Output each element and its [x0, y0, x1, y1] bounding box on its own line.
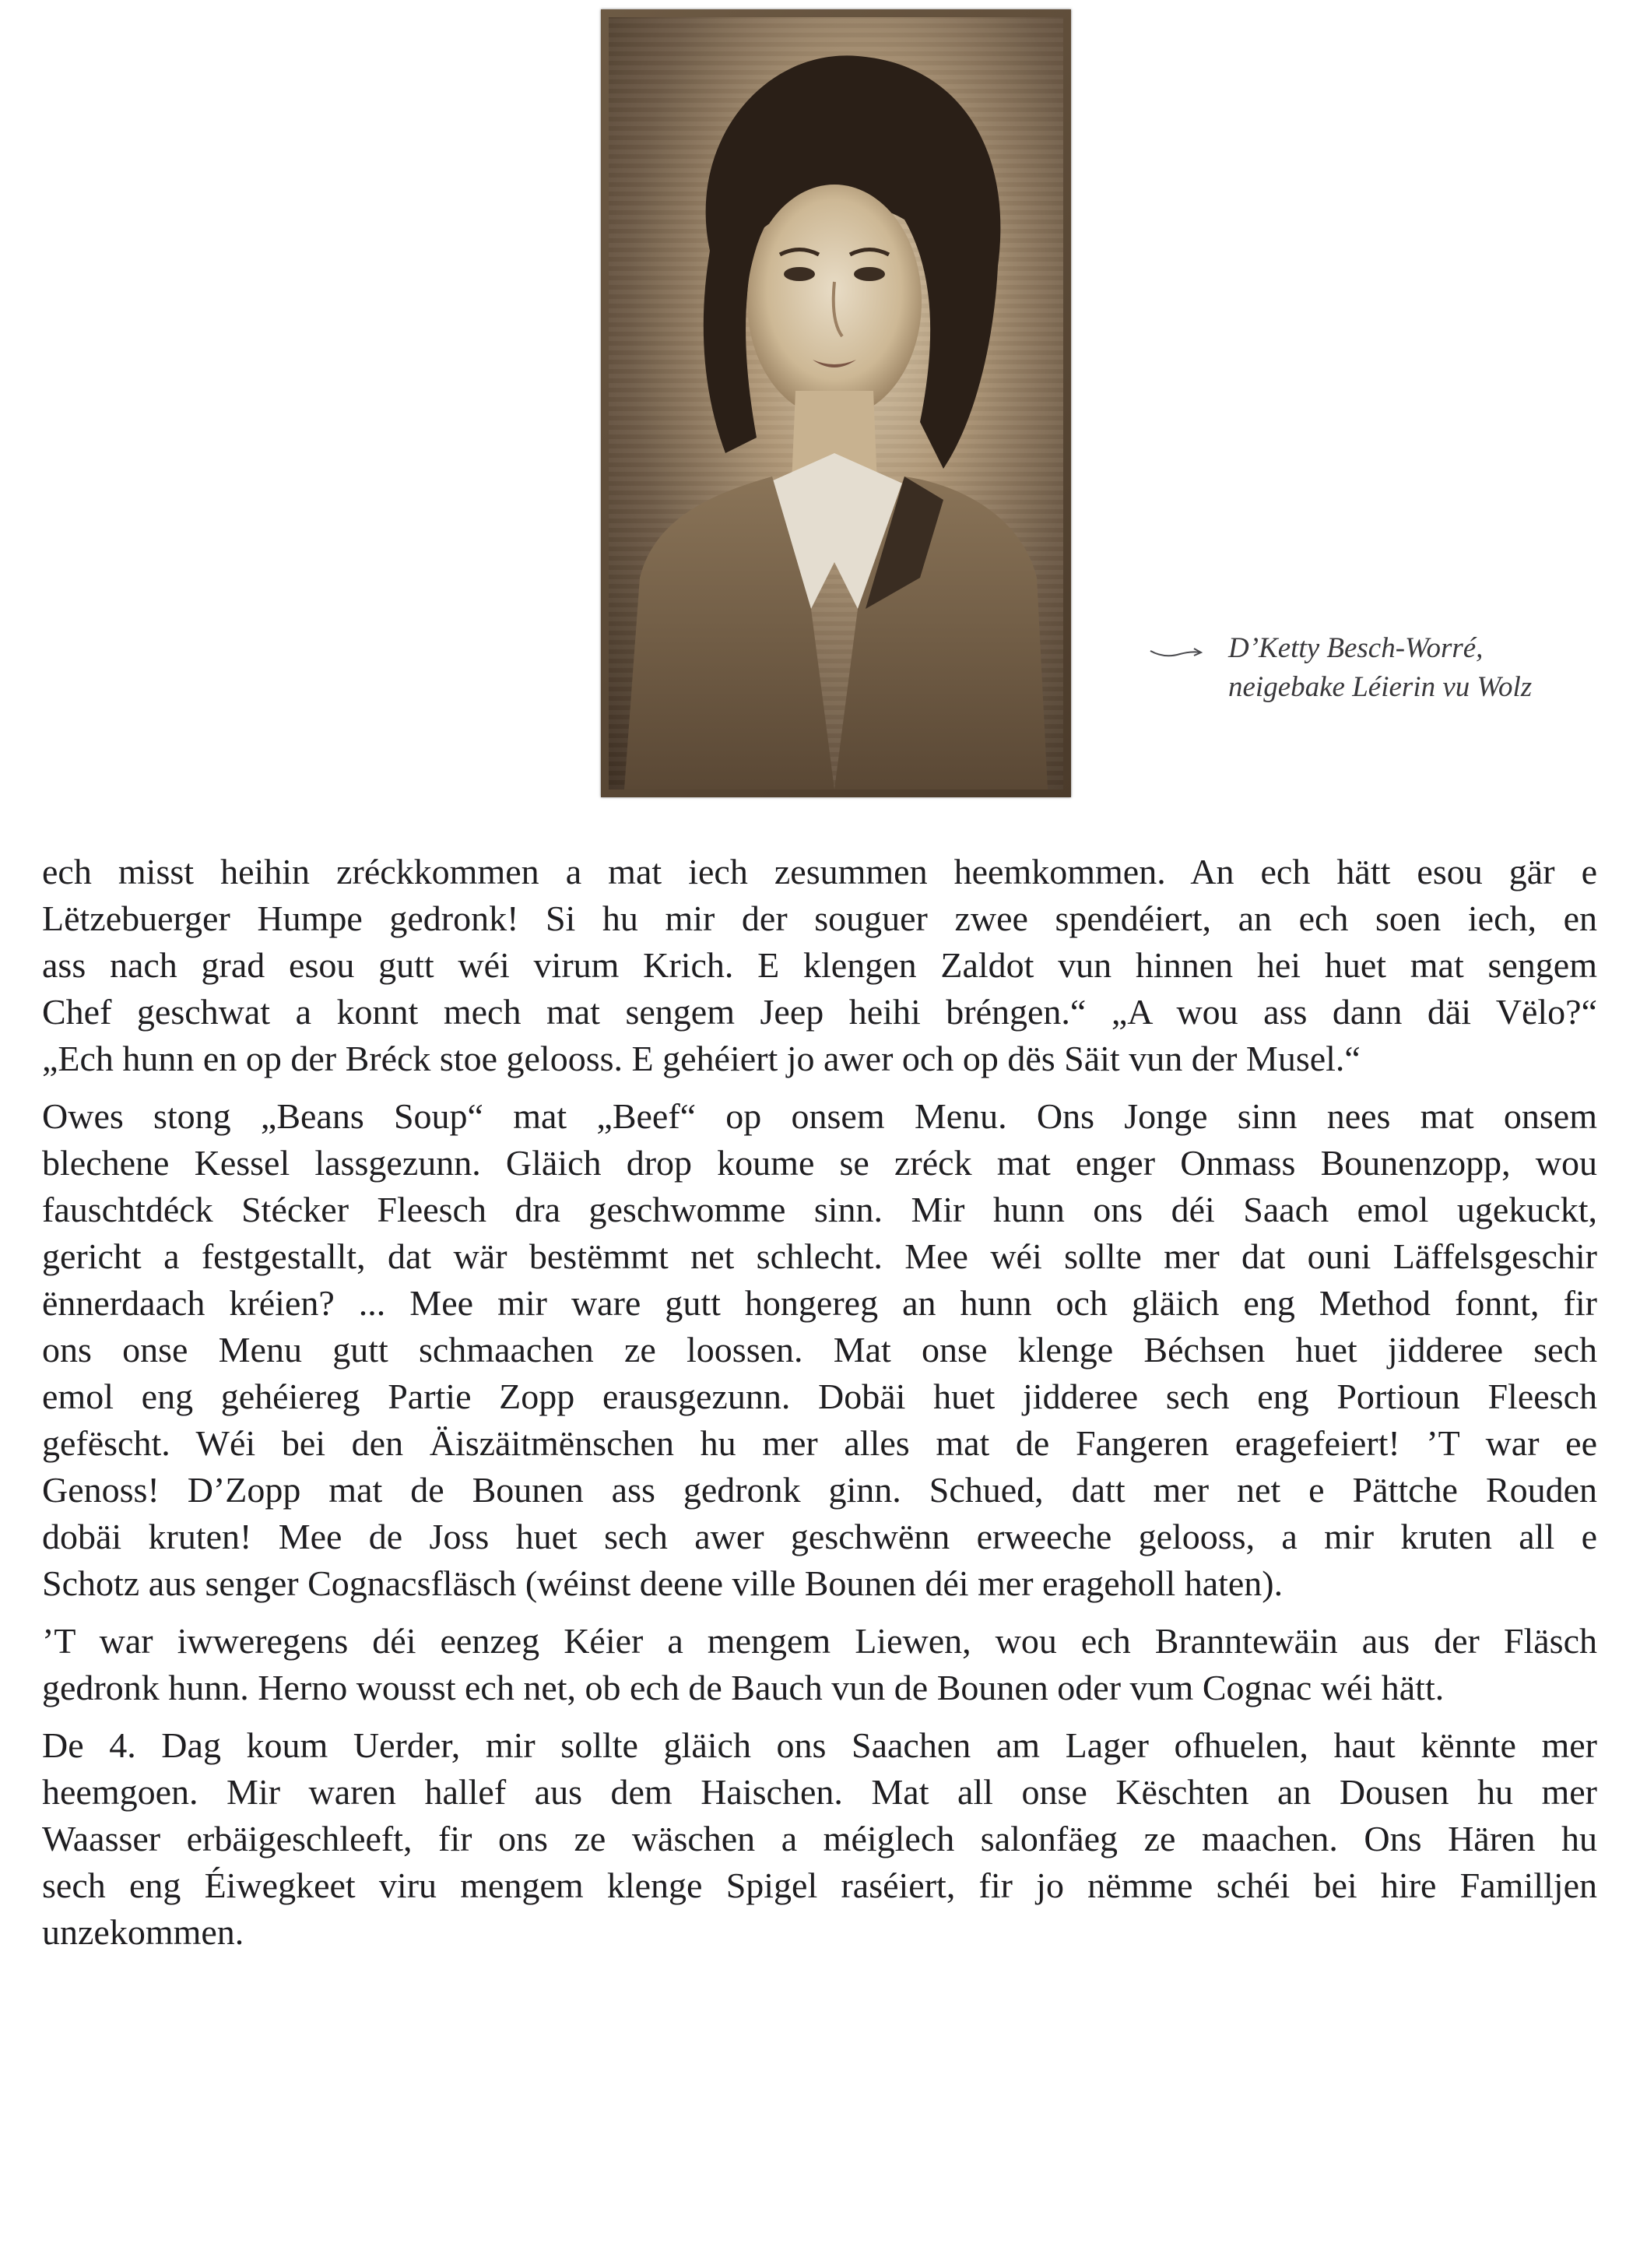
text-line: Lëtzebuerger Humpe gedronk! Si hu mir der souguer zwee spendéiert, an ech soen iech, en — [42, 898, 1597, 938]
text-line: Schotz aus senger Cognacsfläsch (wéinst deene ville Bounen déi mer erageholl haten). — [42, 1563, 1284, 1603]
portrait-photo — [609, 17, 1063, 789]
caption-line-1: D’Ketty Besch-Worré, — [1228, 632, 1484, 664]
text-line: emol eng gehéiereg Partie Zopp erausgezunn. Dobäi huet jidderee sech eng Portioun Fleesch — [42, 1377, 1597, 1416]
portrait-illustration — [609, 17, 1063, 789]
text-line: ass nach grad esou gutt wéi virum Krich. E klengen Zaldot vun hinnen hei huet mat sengem — [42, 945, 1597, 985]
text-line: Owes stong „Beans Soup“ mat „Beef“ op onsem Menu. Ons Jonge sinn nees mat onsem — [42, 1096, 1597, 1136]
paragraph — [42, 1618, 1597, 1711]
text-line: ech misst heihin zréckkommen a mat iech zesummen heemkommen. An ech hätt esou gär e — [42, 852, 1597, 891]
text-line: sech eng Éiwegkeet viru mengem klenge Spigel raséiert, fir jo nëmme schéi bei hire Familljen — [42, 1865, 1597, 1905]
paragraph — [42, 1722, 1597, 1956]
text-line: heemgoen. Mir waren hallef aus dem Haischen. Mat all onse Këschten an Dousen hu mer — [42, 1772, 1597, 1812]
text-line: fauschtdéck Stécker Fleesch dra geschwomme sinn. Mir hunn ons déi Saach emol ugekuckt, — [42, 1190, 1597, 1229]
text-line: Chef geschwat a konnt mech mat sengem Jeep heihi bréngen.“ „A wou ass dann däi Vëlo?“ — [42, 992, 1597, 1032]
text-line: ons onse Menu gutt schmaachen ze loossen. Mat onse klenge Béchsen huet jidderee sech — [42, 1330, 1597, 1370]
text-line: gericht a festgestallt, dat wär bestëmmt net schlecht. Mee wéi sollte mer dat ouni Läffelsgeschir — [42, 1236, 1597, 1276]
text-line: unzekommen. — [42, 1912, 244, 1952]
text-line: Waasser erbäigeschleeft, fir ons ze wäschen a méiglech salonfäeg ze maachen. Ons Hären hu — [42, 1819, 1597, 1858]
paragraph — [42, 1093, 1597, 1607]
text-line: dobäi kruten! Mee de Joss huet sech awer geschwënn erweeche gelooss, a mir kruten all e — [42, 1517, 1597, 1556]
text-line: „Ech hunn en op der Bréck stoe gelooss. E gehéiert jo awer och op dës Säit vun der Musel.“ — [42, 1039, 1361, 1078]
text-line: gedronk hunn. Herno wousst ech net, ob ech de Bauch vun de Bounen oder vum Cognac wéi hätt. — [42, 1668, 1445, 1707]
text-line: De 4. Dag koum Uerder, mir sollte gläich ons Saachen am Lager ofhuelen, haut kënnte mer — [42, 1725, 1597, 1765]
portrait-photo-frame — [601, 9, 1071, 797]
caption-line-2: neigebake Léierin vu Wolz — [1228, 671, 1533, 703]
text-line: ënnerdaach kréien? ... Mee mir ware gutt hongereg an hunn och gläich eng Method fonnt, fir — [42, 1283, 1597, 1323]
text-line: Genoss! D’Zopp mat de Bounen ass gedronk ginn. Schued, datt mer net e Pättche Rouden — [42, 1470, 1597, 1510]
text-line: blechene Kessel lassgezunn. Gläich drop koume se zréck mat enger Onmass Bounenzopp, wou — [42, 1143, 1597, 1183]
body-text — [42, 849, 1597, 1967]
text-line: ’T war iwweregens déi eenzeg Kéier a mengem Liewen, wou ech Branntewäin aus der Fläsch — [42, 1621, 1597, 1661]
photo-caption — [1154, 629, 1589, 707]
text-line: gefëscht. Wéi bei den Äiszäitmënschen hu mer alles mat de Fangeren eragefeiert! ’T war ee — [42, 1423, 1597, 1463]
paragraph — [42, 849, 1597, 1082]
